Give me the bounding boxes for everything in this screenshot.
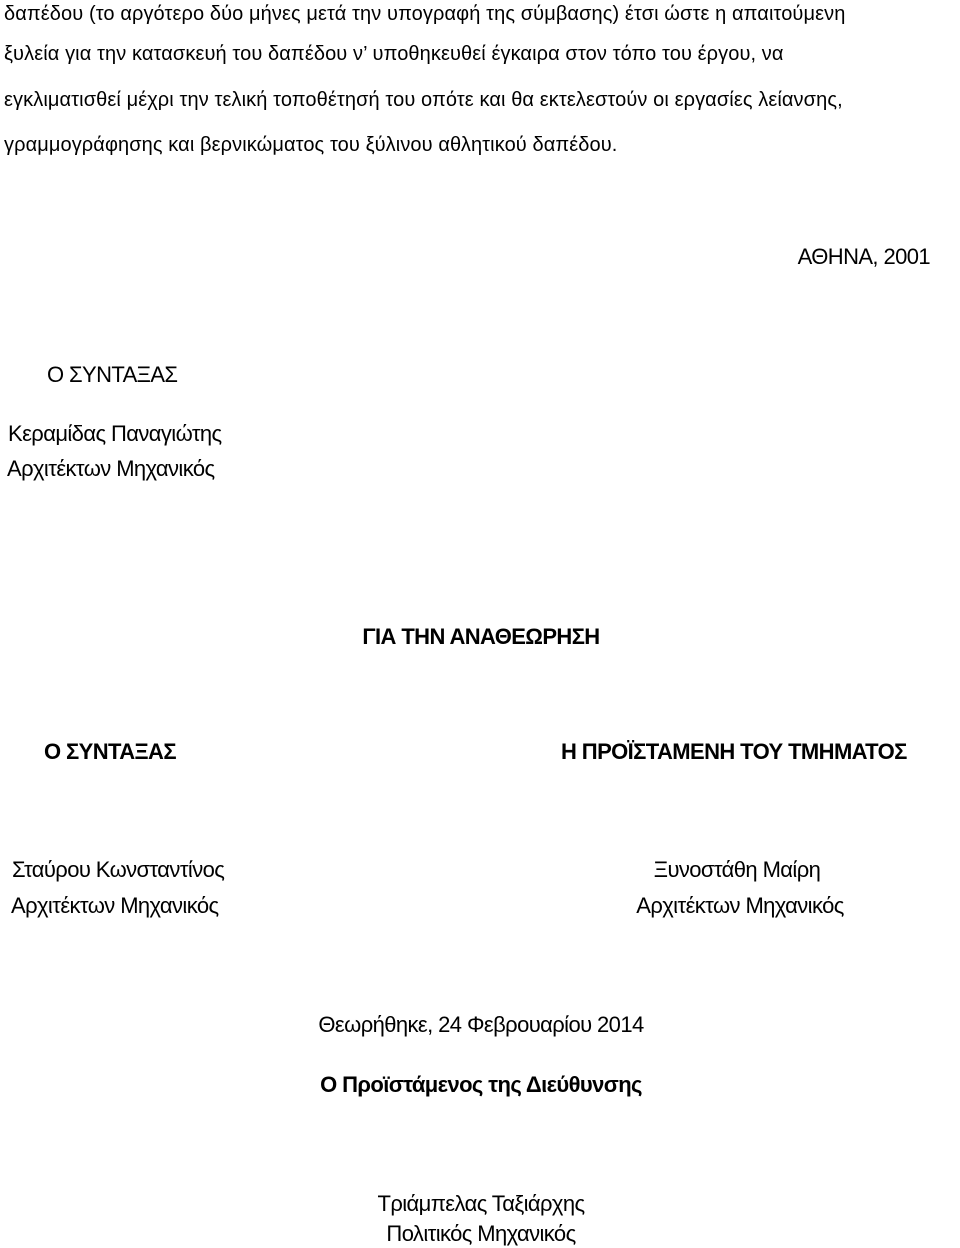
paragraph-line: γραμμογράφησης και βερνικώματος του ξύλινου αθλητικού δαπέδου.	[4, 134, 618, 156]
approval-title: Πολιτικός Μηχανικός	[386, 1221, 576, 1246]
approval-reviewed-date: Θεωρήθηκε, 24 Φεβρουαρίου 2014	[318, 1012, 644, 1037]
revision-author-name: Σταύρου Κωνσταντίνος	[12, 857, 225, 882]
revision-author-role: Ο ΣΥΝΤΑΞΑΣ	[44, 739, 176, 764]
paragraph-line: ξυλεία για την κατασκευή του δαπέδου ν’ υποθηκευθεί έγκαιρα στον τόπο του έργου, να	[4, 43, 784, 65]
approval-name: Τριάμπελας Ταξιάρχης	[377, 1191, 585, 1216]
department-head-name: Ξυνοστάθη Μαίρη	[653, 857, 821, 882]
place-date: ΑΘΗΝΑ, 2001	[797, 244, 930, 269]
department-head-title: Αρχιτέκτων Μηχανικός	[636, 893, 844, 918]
author-name: Κεραμίδας Παναγιώτης	[8, 421, 222, 446]
revision-heading: ΓΙΑ ΤΗΝ ΑΝΑΘΕΩΡΗΣΗ	[362, 624, 600, 649]
approval-role: Ο Προϊστάμενος της Διεύθυνσης	[320, 1072, 642, 1097]
paragraph-line: δαπέδου (το αργότερο δύο μήνες μετά την υπογραφή της σύμβασης) έτσι ώστε η απαιτούμενη	[4, 3, 846, 25]
paragraph-line: εγκλιματισθεί μέχρι την τελική τοποθέτησή του οπότε και θα εκτελεστούν οι εργασίες λείανσης,	[4, 89, 843, 111]
revision-author-title: Αρχιτέκτων Μηχανικός	[11, 893, 219, 918]
author-title: Αρχιτέκτων Μηχανικός	[7, 456, 215, 481]
author-role: Ο ΣΥΝΤΑΞΑΣ	[47, 362, 178, 387]
department-head-role: Η ΠΡΟΪΣΤΑΜΕΝΗ ΤΟΥ ΤΜΗΜΑΤΟΣ	[561, 739, 907, 764]
